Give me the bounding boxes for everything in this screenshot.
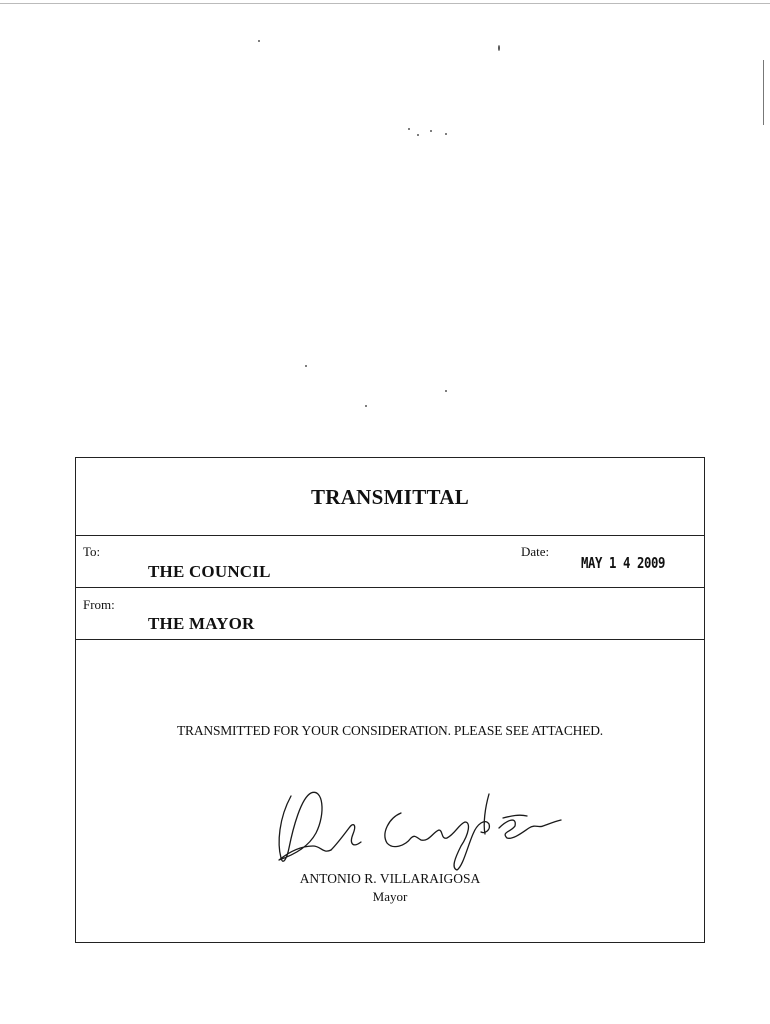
transmittal-form bbox=[75, 457, 705, 943]
from-label: From: bbox=[83, 597, 115, 612]
signature bbox=[271, 788, 571, 873]
transmittal-message: TRANSMITTED FOR YOUR CONSIDERATION. PLEASE SEE ATTACHED. bbox=[177, 723, 603, 738]
scan-edge-right bbox=[763, 60, 764, 125]
to-value: THE COUNCIL bbox=[148, 562, 271, 581]
from-value: THE MAYOR bbox=[148, 614, 255, 633]
form-title: TRANSMITTAL bbox=[310, 485, 470, 509]
divider bbox=[76, 639, 704, 640]
scan-edge-top bbox=[0, 3, 770, 4]
signer-title: Mayor bbox=[372, 889, 408, 904]
date-label: Date: bbox=[521, 544, 550, 559]
to-label: To: bbox=[83, 544, 101, 559]
divider bbox=[76, 535, 704, 536]
divider bbox=[76, 587, 704, 588]
date-stamp: MAY 1 4 2009 bbox=[581, 554, 665, 572]
signer-name: ANTONIO R. VILLARAIGOSA bbox=[299, 871, 481, 886]
